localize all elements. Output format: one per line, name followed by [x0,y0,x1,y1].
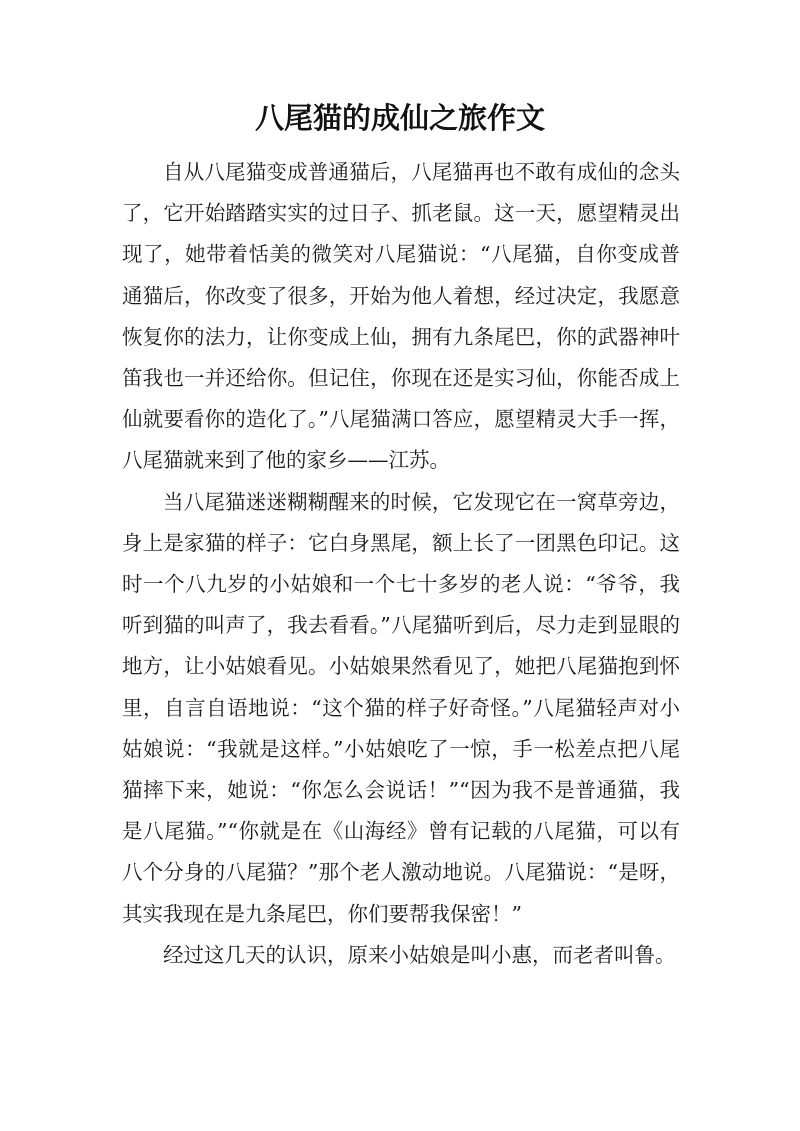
paragraph-3: 经过这几天的认识，原来小姑娘是叫小惠，而老者叫鲁。 [163,942,676,967]
paragraph-1: 自从八尾猫变成普通猫后，八尾猫再也不敢有成仙的念头了，它开始踏踏实实的过日子、抓老鼠。这一天，愿望精灵出现了，她带着恬美的微笑对八尾猫说：“八尾猫，自你变成普通猫后，你改变了很多，开始为他人着想，经过决定，我愿意恢复你的法力，让你变成上仙，拥有九条尾巴，你的武器神叶笛我也一并还给你。但记住，你现在还是实习仙，你能否成上仙就要看你的造化了。”八尾猫满口答应，愿望精灵大手一挥，八尾猫就来到了他的家乡——江苏。 [122,160,680,473]
document-title: 八尾猫的成仙之旅作文 [254,101,545,135]
document-body [122,152,680,976]
paragraph-2: 当八尾猫迷迷糊糊醒来的时候，它发现它在一窝草旁边，身上是家猫的样子：它白身黑尾，额上长了一团黑色印记。这时一个八九岁的小姑娘和一个七十多岁的老人说：“爷爷，我听到猫的叫声了，我去看看。”八尾猫听到后，尽力走到显眼的地方，让小姑娘看见。小姑娘果然看见了，她把八尾猫抱到怀里，自言自语地说：“这个猫的样子好奇怪。”八尾猫轻声对小姑娘说：“我就是这样。”小姑娘吃了一惊，手一松差点把八尾猫摔下来，她说：“你怎么会说话！”“因为我不是普通猫，我是八尾猫。”“你就是在《山海经》曾有记载的八尾猫，可以有八个分身的八尾猫？”那个老人激动地说。八尾猫说：“是呀，其实我现在是九条尾巴，你们要帮我保密！” [122,489,680,926]
